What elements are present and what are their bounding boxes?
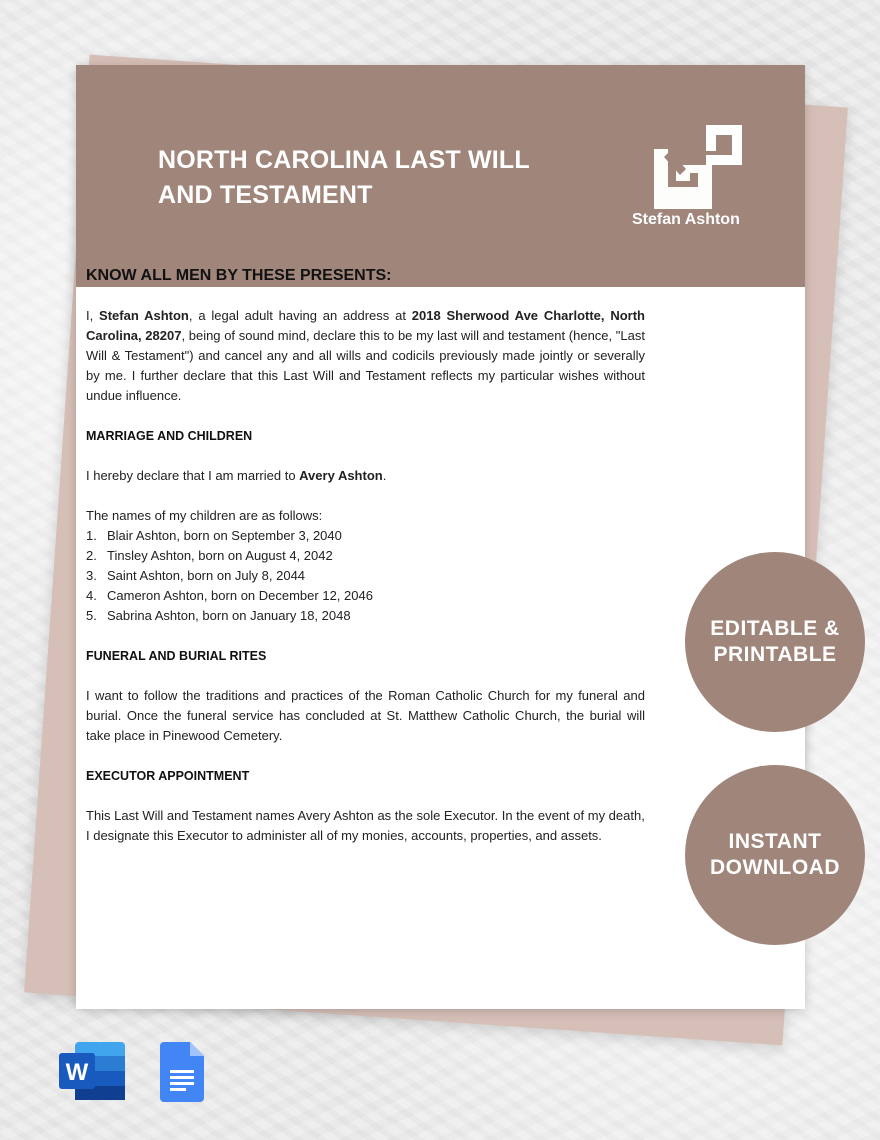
google-docs-icon[interactable] xyxy=(160,1042,204,1102)
spouse-name: Avery Ashton xyxy=(299,468,383,483)
document-body xyxy=(86,266,645,846)
preamble-heading: KNOW ALL MEN BY THESE PRESENTS: xyxy=(86,267,392,284)
list-number: 4. xyxy=(86,588,97,603)
monogram-logo-icon xyxy=(650,121,746,217)
list-number: 5. xyxy=(86,608,97,623)
list-item xyxy=(86,606,645,626)
document-title: NORTH CAROLINA LAST WILL AND TESTAMENT xyxy=(158,146,530,209)
funeral-paragraph: I want to follow the traditions and practices of the Roman Catholic Church for my funeral and burial. Once the funeral service has concluded at St. Matthew Catholic Church, the burial will take place in Pinewood Cemetery. xyxy=(86,688,645,743)
list-number: 2. xyxy=(86,548,97,563)
badge-line: DOWNLOAD xyxy=(710,856,840,879)
document-header xyxy=(76,65,805,287)
badge-line: EDITABLE & xyxy=(710,617,840,640)
marriage-statement xyxy=(86,466,645,486)
intro-text-3: , being of sound mind, declare this to be my last will and testament (hence, "Last Will & Testament") and cancel any and all wills and codicils previously made jointly or severally by me. I further declare that this Last Will and Testament reflects my particular wishes without undue influence. xyxy=(86,328,645,403)
list-number: 3. xyxy=(86,568,97,583)
list-item xyxy=(86,566,645,586)
child-entry: Sabrina Ashton, born on January 18, 2048 xyxy=(107,608,351,623)
executor-paragraph: This Last Will and Testament names Avery Ashton as the sole Executor. In the event of my death, I designate this Executor to administer all of my monies, accounts, properties, and assets. xyxy=(86,808,645,843)
child-entry: Saint Ashton, born on July 8, 2044 xyxy=(107,568,306,583)
testator-address: 2018 Sherwood Ave Charlotte, North Carolina, 28207 xyxy=(86,308,645,343)
testator-name: Stefan Ashton xyxy=(99,308,189,323)
marriage-text: I hereby declare that I am married to xyxy=(86,468,300,483)
marriage-heading: MARRIAGE AND CHILDREN xyxy=(86,429,253,443)
editable-printable-badge xyxy=(685,552,865,732)
instant-download-badge xyxy=(685,765,865,945)
children-intro: The names of my children are as follows: xyxy=(86,508,323,523)
list-item xyxy=(86,586,645,606)
badge-line: PRINTABLE xyxy=(713,643,837,666)
marriage-end: . xyxy=(382,468,387,483)
executor-heading: EXECUTOR APPOINTMENT xyxy=(86,769,250,783)
microsoft-word-icon[interactable] xyxy=(59,1042,127,1100)
child-entry: Cameron Ashton, born on December 12, 2046 xyxy=(107,588,373,603)
word-letter: W xyxy=(65,1059,89,1086)
list-number: 1. xyxy=(86,528,97,543)
intro-paragraph xyxy=(86,306,645,406)
intro-text-2: , a legal adult having an address at xyxy=(188,308,412,323)
intro-text-1: I, xyxy=(86,308,100,323)
list-item xyxy=(86,546,645,566)
child-entry: Blair Ashton, born on September 3, 2040 xyxy=(107,528,342,543)
children-list xyxy=(86,526,645,626)
logo-name: Stefan Ashton xyxy=(632,211,740,228)
child-entry: Tinsley Ashton, born on August 4, 2042 xyxy=(107,548,333,563)
badge-line: INSTANT xyxy=(728,830,822,853)
list-item xyxy=(86,526,645,546)
funeral-heading: FUNERAL AND BURIAL RITES xyxy=(86,649,267,663)
